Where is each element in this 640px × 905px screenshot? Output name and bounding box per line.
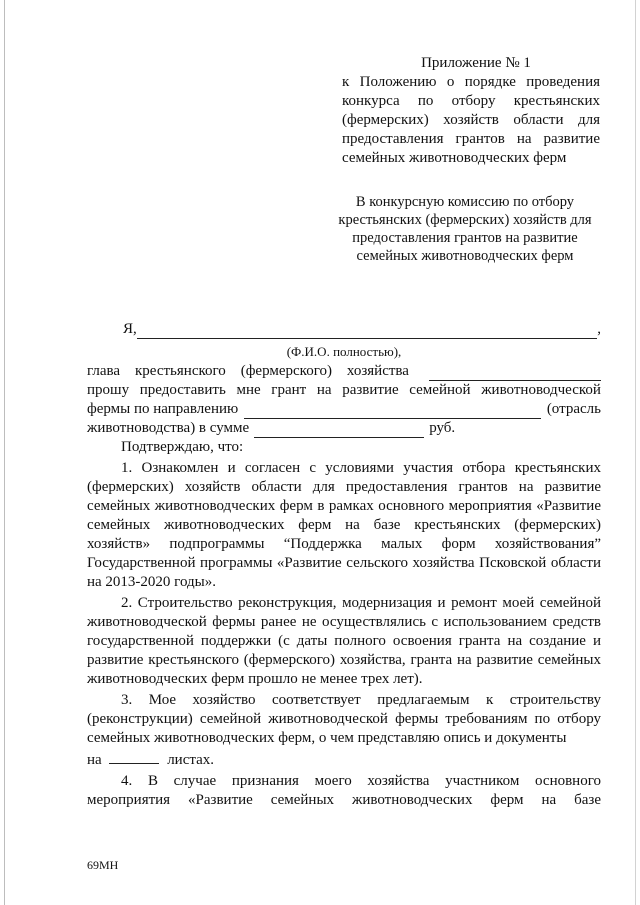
head-word: (фермерского) <box>240 363 332 379</box>
request-word: грант <box>271 382 307 398</box>
request-word: семейной <box>409 382 471 398</box>
sheets-label: листах. <box>167 752 215 768</box>
farm-name-field[interactable] <box>429 365 601 381</box>
confirm-heading: Подтверждаю, что: <box>121 439 244 455</box>
appendix-header <box>342 54 600 168</box>
request-word: прошу <box>87 382 130 398</box>
paragraph-4: 4. В случае признания моего хозяйства участником основного мероприятия «Развитие семейных животноводческих ферм на базе <box>87 773 601 808</box>
scan-edge-left <box>4 0 5 905</box>
head-label <box>87 362 409 381</box>
request-line <box>87 381 601 400</box>
request-word: развитие <box>342 382 399 398</box>
ya-label: Я, <box>123 321 137 337</box>
livestock-label: животноводства) в сумме <box>87 420 250 436</box>
amount-field[interactable] <box>254 422 424 438</box>
request-word: предоставить <box>139 382 226 398</box>
na-label: на <box>87 752 102 768</box>
addressee-line: семейных животноводческих ферм <box>356 248 574 264</box>
industry-label: (отрасль <box>546 401 601 417</box>
request-word: животноводческой <box>481 382 601 398</box>
request-word: на <box>316 382 332 398</box>
head-word: глава <box>87 363 121 379</box>
fio-caption: (Ф.И.О. полностью), <box>286 344 402 359</box>
fio-field[interactable] <box>137 323 597 339</box>
addressee-line: предоставления грантов на развитие <box>352 230 578 246</box>
paragraph-1: 1. Ознакомлен и согласен с условиями участия отбора крестьянских (фермерских) хозяйств области для предоставления грантов на развитие семейных животноводческих ферм в рамках основного мероприятия «Развитие семейных животноводческих ферм на базе крестьянских (фермерских) хозяйств» подпрограммы “Поддержка малых форм хозяйствования” Государственной программы «Развитие сельского хозяйства Псковской области на 2013-2020 годы». <box>87 460 601 590</box>
application-body <box>87 320 601 810</box>
sheets-count-field[interactable] <box>109 748 159 764</box>
paragraph-2: 2. Строительство реконструкция, модернизация и ремонт моей семейной животноводческой фермы ранее не осуществлялись с использованием средств государственной поддержки (с даты полного освоения гранта на создание и развитие крестьянского (фермерского) хозяйства, гранта на развитие семейных животноводческих ферм прошло не менее трех лет). <box>87 595 601 687</box>
addressee-block <box>320 193 610 265</box>
currency-label: руб. <box>429 420 456 436</box>
direction-label: фермы по направлению <box>87 401 239 417</box>
request-word: мне <box>236 382 261 398</box>
addressee-line: крестьянских (фермерских) хозяйств для <box>338 212 592 228</box>
scan-edge-right <box>635 0 636 905</box>
head-word: хозяйства <box>346 363 409 379</box>
amount-line <box>87 419 601 438</box>
addressee-line: В конкурсную комиссию по отбору <box>355 194 575 210</box>
sheets-line <box>87 748 214 770</box>
direction-line <box>87 400 601 419</box>
appendix-number: Приложение № 1 <box>421 55 531 71</box>
head-line <box>87 362 601 381</box>
footer-code: 69МН <box>87 858 119 872</box>
paragraph-3-text: 3. Мое хозяйство соответствует предлагаемым к строительству (реконструкции) семейной животноводческой фермы требованиям по отбору семейных животноводческих ферм, о чем представляю опись и документы <box>87 692 601 746</box>
fio-line <box>87 320 601 339</box>
appendix-text: к Положению о порядке проведения конкурса по отбору крестьянских (фермерских) хозяйств области для предоставления грантов на развитие семейных животноводческих ферм <box>342 74 600 166</box>
head-word: крестьянского <box>135 363 226 379</box>
direction-field[interactable] <box>244 403 541 419</box>
fio-comma: , <box>597 321 601 337</box>
paragraph-3 <box>87 691 601 770</box>
